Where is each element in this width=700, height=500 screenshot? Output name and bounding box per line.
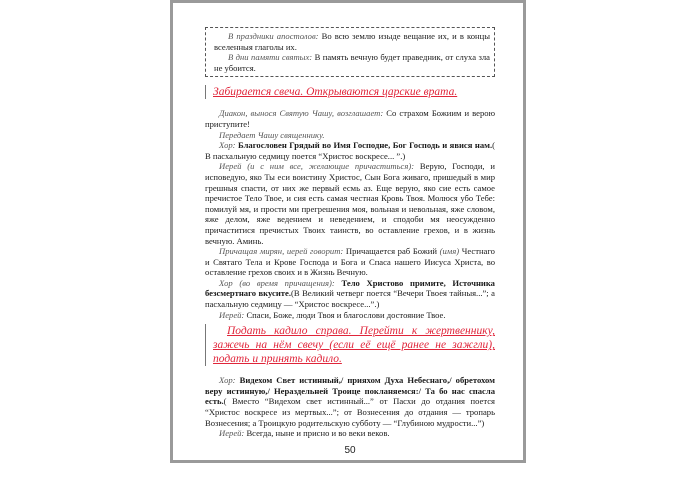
rubric-label: Причащая мирян, иерей говорит: [219,246,344,257]
rubric-candle: Забирается свеча. Открываются царские врата. [213,86,458,99]
choir-we-have-seen [205,375,495,428]
change-bar [205,324,495,366]
note: ( Вместо “Видехом свет истинный...” от Пасхи до отдания поется “Христос воскресе из мертвых...”; от Вознесения до отдания — тропарь Вознесения; а Троицкую родительскую субботу — “Глубиною мудрости...”) [205,396,495,428]
text: Спаси, Боже, люди Твоя и благослови достояние Твое. [244,309,446,320]
priest-always [205,428,495,439]
text: В память вечную будет праведник, от слуха зла не убоится. [214,52,490,73]
rubric-label: В праздники апостолов: [228,31,319,41]
rubric-label: Передает Чашу священнику. [219,129,325,140]
choir-blessed [205,140,495,161]
hymn: Благословен Грядый во Имя Господне, Бог Господь и явися нам. [235,140,493,151]
text: Всегда, ныне и присно и во веки веков. [244,428,390,439]
rubric-label: Хор (во время причащения): [219,277,335,288]
text: Причащается раб Божий [343,246,440,257]
priest-save [205,310,495,321]
rubric-label: Диакон, вынося Святую Чашу, возглашает: [219,108,384,119]
commemoration-box [205,27,495,77]
rubric-censer: Подать кадило справа. Перейти к жертвеннику, зажечь на нём свечу (если её ещё ранее не зажгли), подать и принять кадило. [213,325,495,366]
communion-hymn [205,278,495,310]
prayer-before-communion [205,161,495,246]
rubric-label: Иерей (и с ним все, желающие причаститься): [219,161,415,172]
text: Со страхом Божиим и верою приступите! [205,108,495,129]
hymn: Видехом Свет истинный,/ прияхом Духа Небеснаго,/ обретохом веру истинную,/ Нераздельней Троице покланяемся:/ Та бо нас спасла есть. [205,375,495,407]
saints-prokeimenon [214,52,490,73]
pass-chalice [205,130,495,141]
rubric-label: Иерей: [219,428,245,439]
deacon-exclamation [205,108,495,129]
note: ( В пасхальную седмицу поется “Христос воскресе... ”.) [205,140,495,161]
text: Честнаго и Святаго Тела и Крове Господа и Бога и Спаса нашего Иисуса Христа, во оставление грехов своих и в Жизнь Вечную. [205,246,495,278]
apostles-prokeimenon [214,31,490,52]
rubric-label: Хор: [219,375,236,386]
hymn: Тело Христово примите, Источника безсмертнаго вкусите. [205,277,495,299]
rubric-label: Иерей: [219,309,245,320]
communion-section [205,108,495,320]
rubric-label: В дни памяти святых: [228,52,313,63]
change-bar [205,85,495,99]
page-number: 50 [344,444,356,456]
we-have-seen-section [205,375,495,439]
note: (В Великий четверг поется “Вечери Твоея тайныя...”; а пасхальную седмицу — “Христос воскресе...”.) [205,288,495,310]
text: Во всю землю изыде вещание их, и в концы вселенныя глаголы их. [214,31,491,52]
name-placeholder: (имя) [439,246,460,257]
rubric-label: Хор: [219,140,236,151]
text: Верую, Господи, и исповедую, яко Ты еси воистину Христос, Сын Бога живаго, пришедый в мир грешныя спасти, от них же первый есмь аз. Еще верую, яко сие есть самое пречистое Тело Твое, и сия есть самая честная Кровь Твоя. Молюся убо Тебе: помилуй мя, и прости ми прегрешения моя, вольная и невольная, яже словом, яже делом, яже ведением и неведением, и сподоби мя неосужденно причаститися пречистых Твоих таинств, во оставление грехов, и в жизнь вечную. Аминь. [205,161,495,246]
communion-formula [205,246,495,278]
document-page [170,0,526,463]
